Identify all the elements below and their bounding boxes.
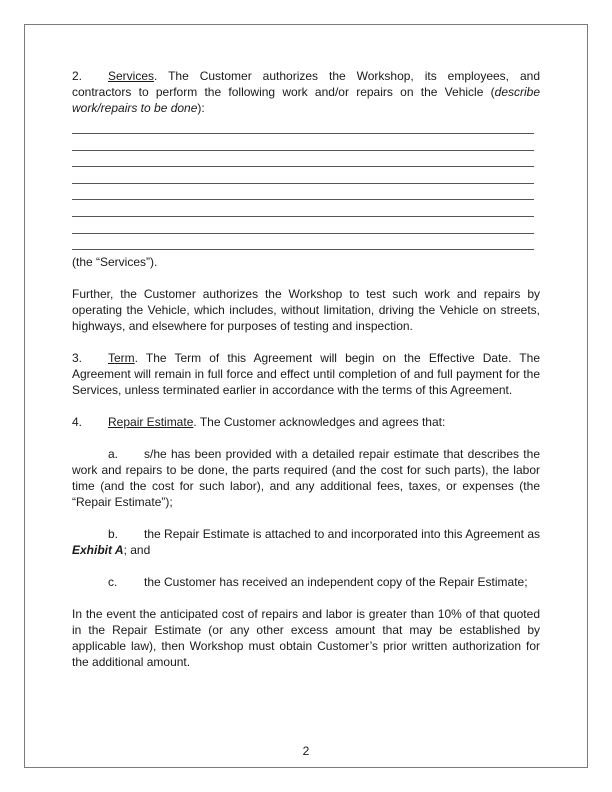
section-text: . The Term of this Agreement will begin on the Effective Date. The Agreement will remain in full force and effect until completion of and full payment for the Services, unless terminated earlier in accordance with the terms of this Agreement. [72, 351, 540, 397]
section-heading: Term [108, 351, 135, 365]
section-number: 3. [72, 351, 83, 365]
section-heading: Services [108, 69, 155, 83]
section-3-term [72, 350, 540, 398]
blank-line [72, 150, 534, 151]
section-text: . The Customer acknowledges and agrees that: [193, 415, 446, 429]
blank-line [72, 133, 534, 134]
exhibit-a: Exhibit A [72, 543, 124, 557]
section-text: . The Customer authorizes the Workshop, its employees, and contractors to perform the following work and/or repairs on the Vehicle ( [72, 69, 540, 99]
item-text: the Repair Estimate is attached to and incorporated into this Agreement as [144, 527, 540, 541]
closing-paragraph: In the event the anticipated cost of repairs and labor is greater than 10% of that quoted in the Repair Estimate (or any other excess amount that may be established by applicable law), then Workshop must obtain Customer’s prior written authorization for the additional amount. [72, 607, 540, 669]
section-text-end: ): [197, 101, 205, 115]
item-label: a. [108, 447, 119, 461]
blank-line [72, 249, 534, 250]
item-text-end: ; and [123, 543, 151, 557]
services-definition: (the “Services”). [72, 255, 158, 269]
section-2-services [72, 68, 540, 116]
section-number: 4. [72, 415, 83, 429]
section-4-repair-estimate [72, 414, 540, 430]
page-number: 2 [302, 744, 310, 758]
item-label: c. [108, 575, 118, 589]
item-label: b. [108, 527, 119, 541]
section-italic: describe work/repairs to be done [72, 85, 540, 115]
blank-line [72, 166, 534, 167]
section-heading: Repair Estimate [108, 415, 194, 429]
blank-line [72, 233, 534, 234]
blank-line [72, 183, 534, 184]
blank-line [72, 199, 534, 200]
further-paragraph: Further, the Customer authorizes the Workshop to test such work and repairs by operating the Vehicle, which includes, without limitation, driving the Vehicle on streets, highways, and elsewhere for purposes of testing and inspection. [72, 287, 540, 333]
item-text: s/he has been provided with a detailed repair estimate that describes the work and repairs to be done, the parts required (and the cost for such parts), the labor time (and the cost for such labor), and any additional fees, taxes, or expenses (the “Repair Estimate”); [72, 447, 540, 509]
item-a [72, 446, 540, 510]
item-text: the Customer has received an independent copy of the Repair Estimate; [144, 575, 528, 589]
section-number: 2. [72, 69, 83, 83]
item-b [72, 526, 540, 558]
blank-line [72, 216, 534, 217]
item-c [72, 574, 540, 590]
